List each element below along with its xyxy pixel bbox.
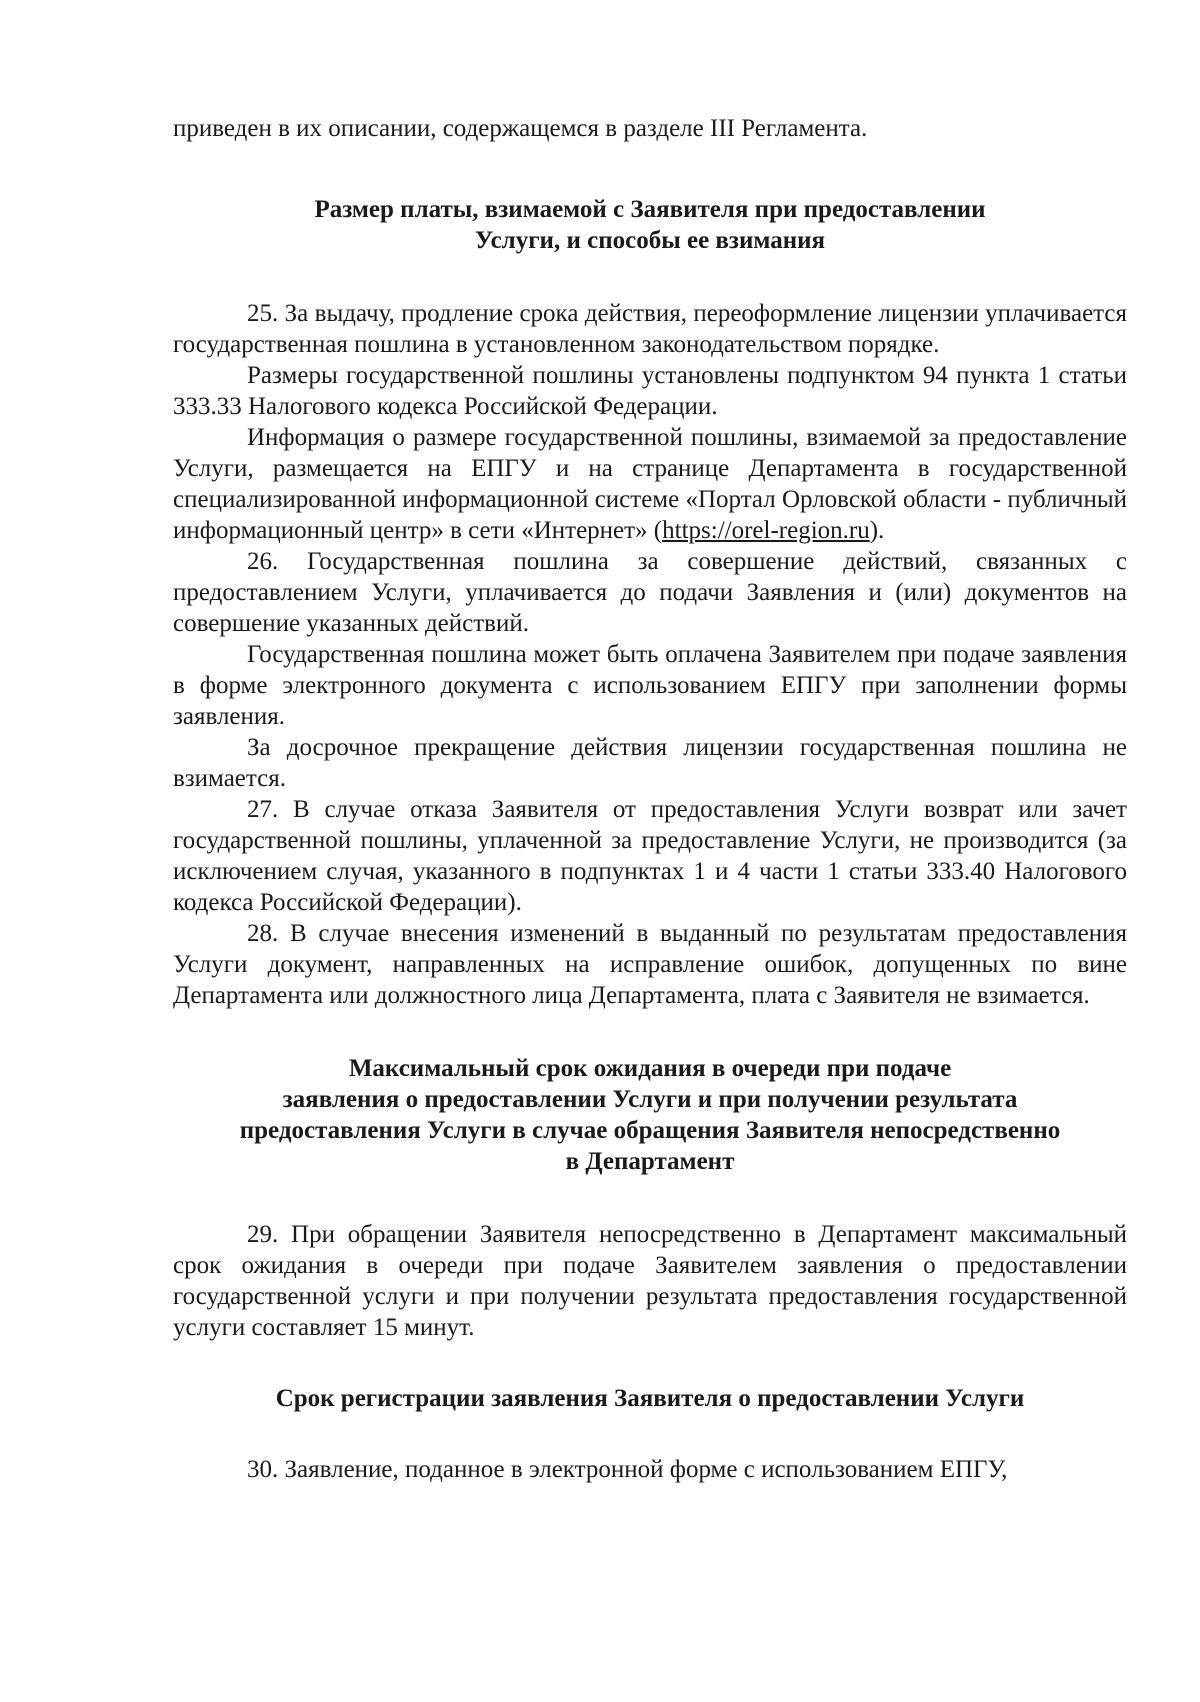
heading-fee-line: Услуги, и способы ее взимания — [474, 227, 826, 254]
paragraph-30: 30. Заявление, поданное в электронной форме с использованием ЕПГУ, — [247, 1456, 1008, 1483]
paragraph-25-info-text: Информация о размере государственной пошлины, взимаемой за предоставление Услуги, размещается на ЕПГУ и на странице Департамента в государственной специализированной информационной системе «Портал Орловской области - публичный информационный центр» в сети «Интернет» ( — [173, 424, 1127, 544]
heading-queue-line: в Департамент — [565, 1148, 735, 1175]
heading-fee — [173, 194, 1127, 256]
heading-queue-line: предоставления Услуги в случае обращения Заявителя непосредственно — [239, 1117, 1061, 1144]
paragraph-26-payment: Государственная пошлина может быть оплачена Заявителем при подаче заявления в форме электронного документа с использованием ЕПГУ при заполнении формы заявления. — [173, 641, 1127, 730]
paragraph-25: 25. За выдачу, продление срока действия, переоформление лицензии уплачивается государственная пошлина в установленном законодательством порядке. — [173, 300, 1127, 358]
heading-queue-line: заявления о предоставлении Услуги и при получении результата — [282, 1086, 1018, 1113]
paragraph-26-early: За досрочное прекращение действия лицензии государственная пошлина не взимается. — [173, 734, 1127, 792]
document-body — [173, 113, 1127, 1485]
lead-line: приведен в их описании, содержащемся в разделе III Регламента. — [173, 115, 868, 142]
heading-registration: Срок регистрации заявления Заявителя о предоставлении Услуги — [275, 1385, 1025, 1412]
heading-queue-line: Максимальный срок ожидания в очереди при подаче — [348, 1055, 952, 1082]
paragraph-26: 26. Государственная пошлина за совершение действий, связанных с предоставлением Услуги, уплачивается до подачи Заявления и (или) документов на совершение указанных действий. — [173, 548, 1127, 637]
paragraph-25-info — [173, 422, 1127, 546]
portal-link[interactable]: https://orel-region.ru — [662, 517, 870, 544]
paragraph-25-sizes: Размеры государственной пошлины установлены подпунктом 94 пункта 1 статьи 333.33 Налогового кодекса Российской Федерации. — [173, 362, 1127, 420]
paragraph-25-info-end: ). — [869, 517, 885, 544]
paragraph-27: 27. В случае отказа Заявителя от предоставления Услуги возврат или зачет государственной пошлины, уплаченной за предоставление Услуги, не производится (за исключением случая, указанного в подпунктах 1 и 4 части 1 статьи 333.40 Налогового кодекса Российской Федерации). — [173, 796, 1127, 916]
paragraph-29: 29. При обращении Заявителя непосредственно в Департамент максимальный срок ожидания в очереди при подаче Заявителем заявления о предоставлении государственной услуги и при получении результата предоставления государственной услуги составляет 15 минут. — [173, 1221, 1127, 1341]
heading-queue — [173, 1053, 1127, 1177]
heading-fee-line: Размер платы, взимаемой с Заявителя при предоставлении — [314, 196, 986, 223]
paragraph-28: 28. В случае внесения изменений в выданный по результатам предоставления Услуги документ, направленных на исправление ошибок, допущенных по вине Департамента или должностного лица Департамента, плата с Заявителя не взимается. — [173, 920, 1127, 1009]
